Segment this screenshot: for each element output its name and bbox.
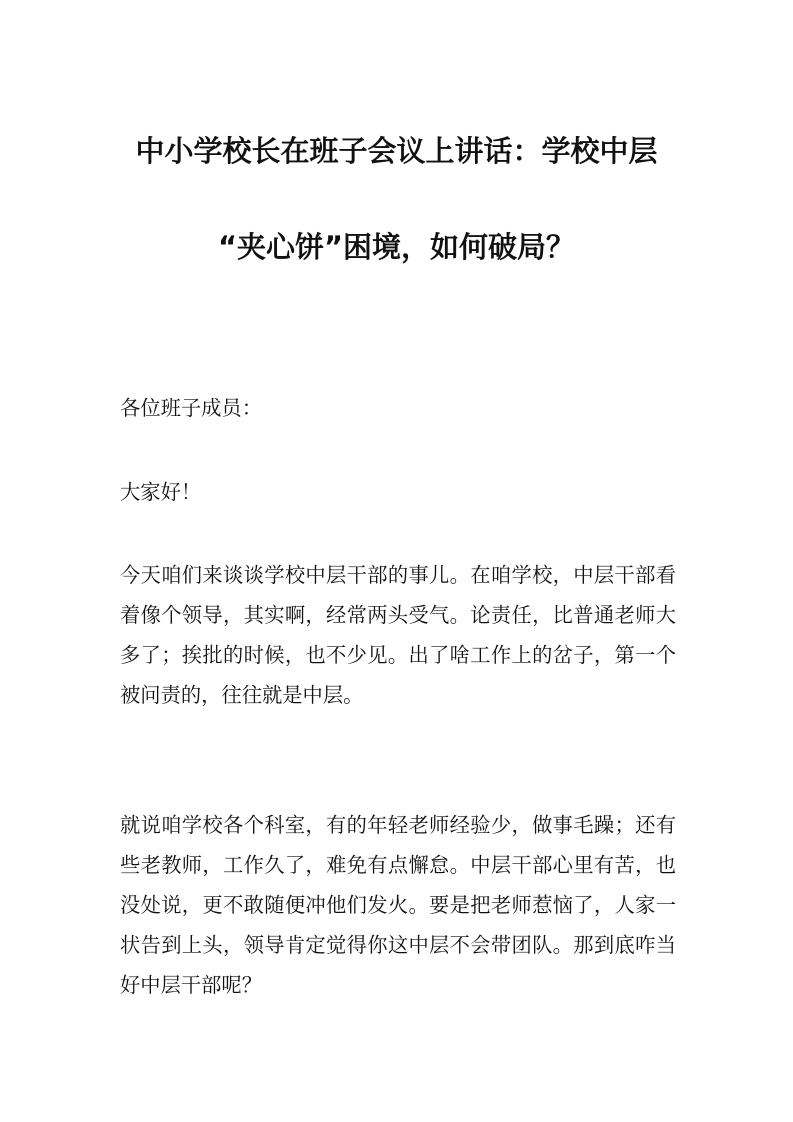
- greeting: 大家好！: [120, 480, 202, 504]
- document-title-line-2: “夹心饼”困境，如何破局？: [217, 230, 576, 264]
- salutation: 各位班子成员：: [120, 396, 262, 420]
- body-paragraph-1: 今天咱们来谈谈学校中层干部的事儿。在咱学校，中层干部看着像个领导，其实啊，经常两头受气。论责任，比普通老师大多了；挨批的时候，也不少见。出了啥工作上的岔子，第一个被问责的，往往就是中层。: [120, 563, 676, 707]
- body-paragraph-2: 就说咱学校各个科室，有的年轻老师经验少，做事毛躁；还有些老教师，工作久了，难免有点懈怠。中层干部心里有苦，也没处说，更不敢随便冲他们发火。要是把老师惹恼了，人家一状告到上头，领导肯定觉得你这中层不会带团队。那到底咋当好中层干部呢？: [120, 813, 676, 997]
- document-title-line-1: 中小学校长在班子会议上讲话：学校中层: [135, 134, 658, 168]
